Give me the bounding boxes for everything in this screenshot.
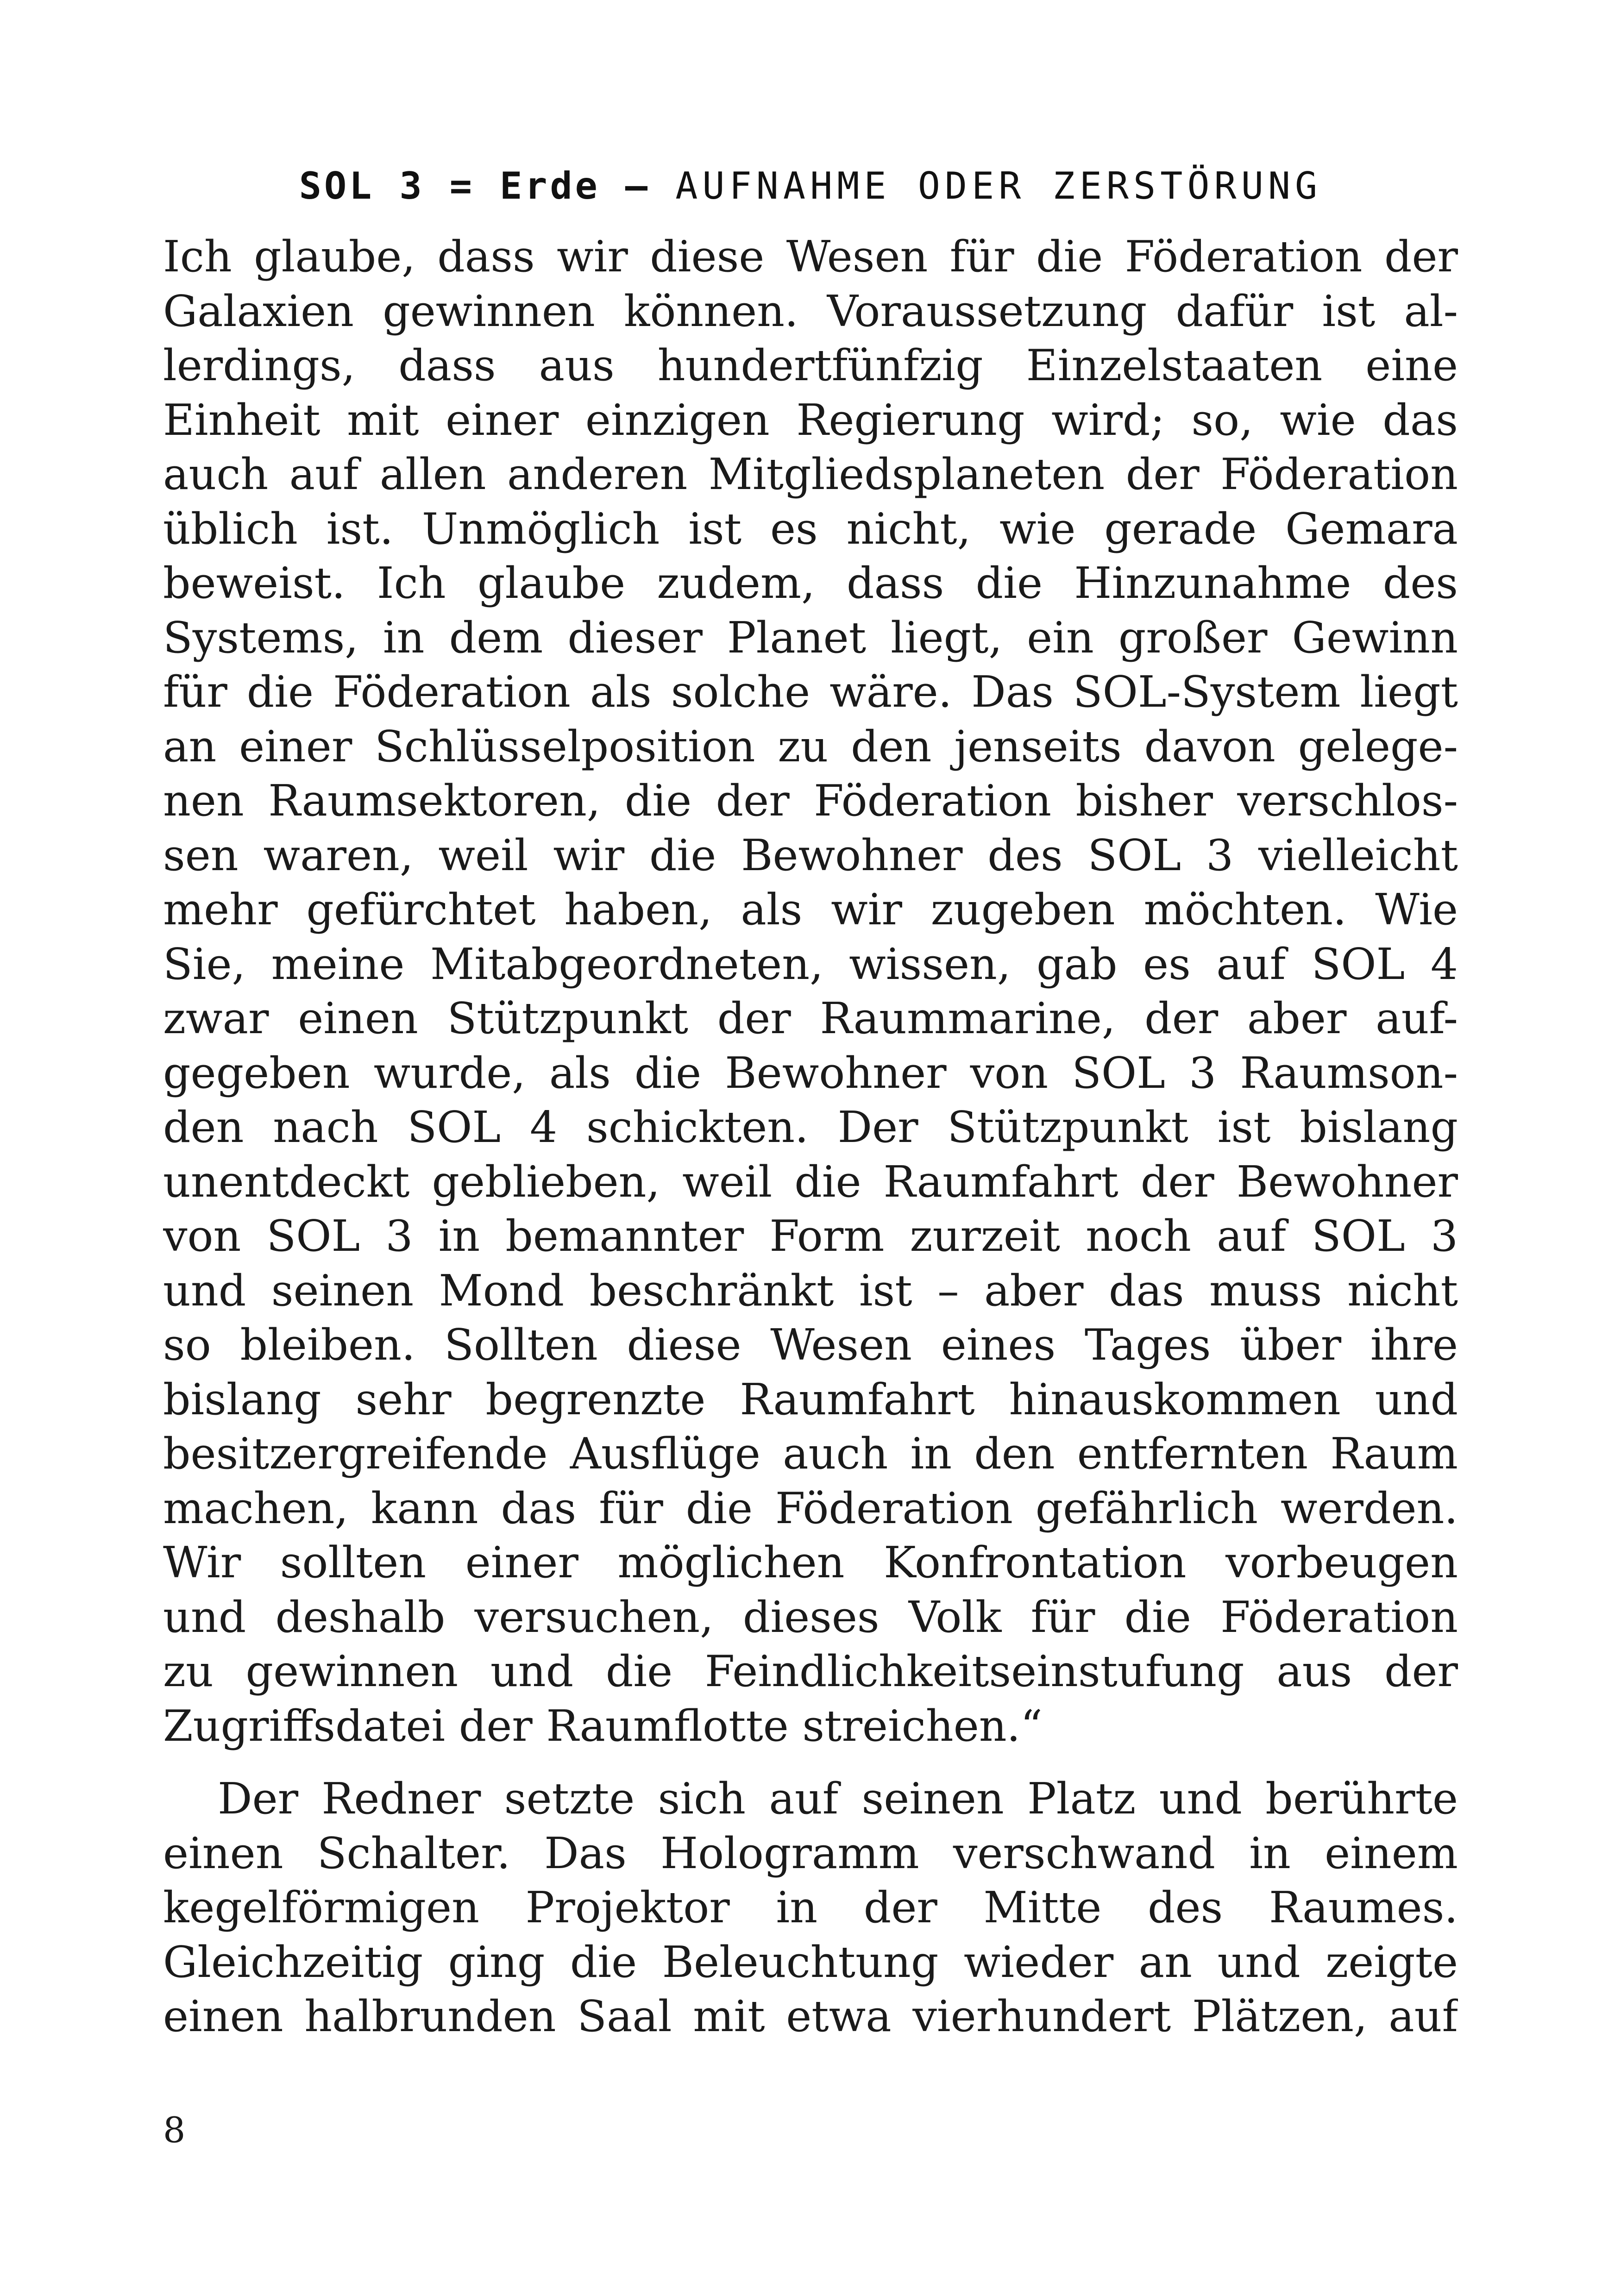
body-text (163, 230, 1458, 2044)
paragraph-1 (163, 230, 1458, 1753)
text-line: den nach SOL 4 schickten. Der Stützpunkt ist bislang (163, 1102, 1458, 1152)
text-line: Ich glaube, dass wir diese Wesen für die Föderation der (163, 232, 1458, 282)
text-line: von SOL 3 in bemannter Form zurzeit noch auf SOL 3 (163, 1211, 1458, 1261)
text-line: zwar einen Stützpunkt der Raummarine, der aber auf- (163, 993, 1458, 1043)
paragraph-gap (163, 1753, 1458, 1772)
text-line: Sie, meine Mitabgeordneten, wissen, gab es auf SOL 4 (163, 939, 1458, 989)
text-line: einen Schalter. Das Hologramm verschwand in einem (163, 1828, 1458, 1878)
header-separator: – (600, 164, 676, 207)
text-line: Galaxien gewinnen können. Voraussetzung dafür ist al- (163, 286, 1458, 336)
text-line: üblich ist. Unmöglich ist es nicht, wie gerade Gemara (163, 503, 1458, 554)
text-line: gegeben wurde, als die Bewohner von SOL 3 Raumson- (163, 1048, 1458, 1098)
text-line: für die Föderation als solche wäre. Das SOL-System liegt (163, 667, 1458, 717)
paragraph-2 (163, 1772, 1458, 2044)
text-line: lerdings, dass aus hundertfünfzig Einzelstaaten eine (163, 340, 1458, 390)
running-header (163, 163, 1458, 209)
text-line: Einheit mit einer einzigen Regierung wird; so, wie das (163, 395, 1458, 445)
text-line: mehr gefürchtet haben, als wir zugeben möchten. Wie (163, 885, 1458, 935)
text-line: besitzergreifende Ausflüge auch in den entfernten Raum (163, 1429, 1458, 1479)
header-title-part1: SOL 3 = Erde (299, 164, 600, 207)
text-line: so bleiben. Sollten diese Wesen eines Tages über ihre (163, 1320, 1458, 1370)
text-line: unentdeckt geblieben, weil die Raumfahrt der Bewohner (163, 1156, 1458, 1207)
text-line: Gleichzeitig ging die Beleuchtung wieder an und zeigte (163, 1937, 1458, 1987)
text-line: sen waren, weil wir die Bewohner des SOL 3 vielleicht (163, 830, 1458, 880)
text-line: und seinen Mond beschränkt ist – aber das muss nicht (163, 1265, 1458, 1316)
text-line: beweist. Ich glaube zudem, dass die Hinzunahme des (163, 558, 1458, 608)
text-line: Systems, in dem dieser Planet liegt, ein großer Gewinn (163, 612, 1458, 663)
page-number: 8 (163, 2109, 186, 2151)
text-line: Wir sollten einer möglichen Konfrontation vorbeugen (163, 1537, 1458, 1587)
text-line: Zugriffsdatei der Raumflotte streichen.“ (163, 1700, 1043, 1751)
header-title-part2: AUFNAHME ODER ZERSTÖRUNG (675, 164, 1322, 207)
text-line: auch auf allen anderen Mitgliedsplaneten der Föderation (163, 449, 1458, 499)
text-line: nen Raumsektoren, die der Föderation bisher verschlos- (163, 776, 1458, 826)
text-line: zu gewinnen und die Feindlichkeitseinstufung aus der (163, 1646, 1458, 1696)
text-line: an einer Schlüsselposition zu den jenseits davon gelege- (163, 721, 1458, 772)
text-line: bislang sehr begrenzte Raumfahrt hinauskommen und (163, 1374, 1458, 1424)
text-line: und deshalb versuchen, dieses Volk für die Föderation (163, 1592, 1458, 1642)
text-line: machen, kann das für die Föderation gefährlich werden. (163, 1483, 1458, 1533)
text-line: einen halbrunden Saal mit etwa vierhundert Plätzen, auf (163, 1991, 1458, 2041)
text-line: kegelförmigen Projektor in der Mitte des Raumes. (163, 1882, 1458, 1932)
text-line: Der Redner setzte sich auf seinen Platz und berührte (218, 1774, 1458, 1824)
